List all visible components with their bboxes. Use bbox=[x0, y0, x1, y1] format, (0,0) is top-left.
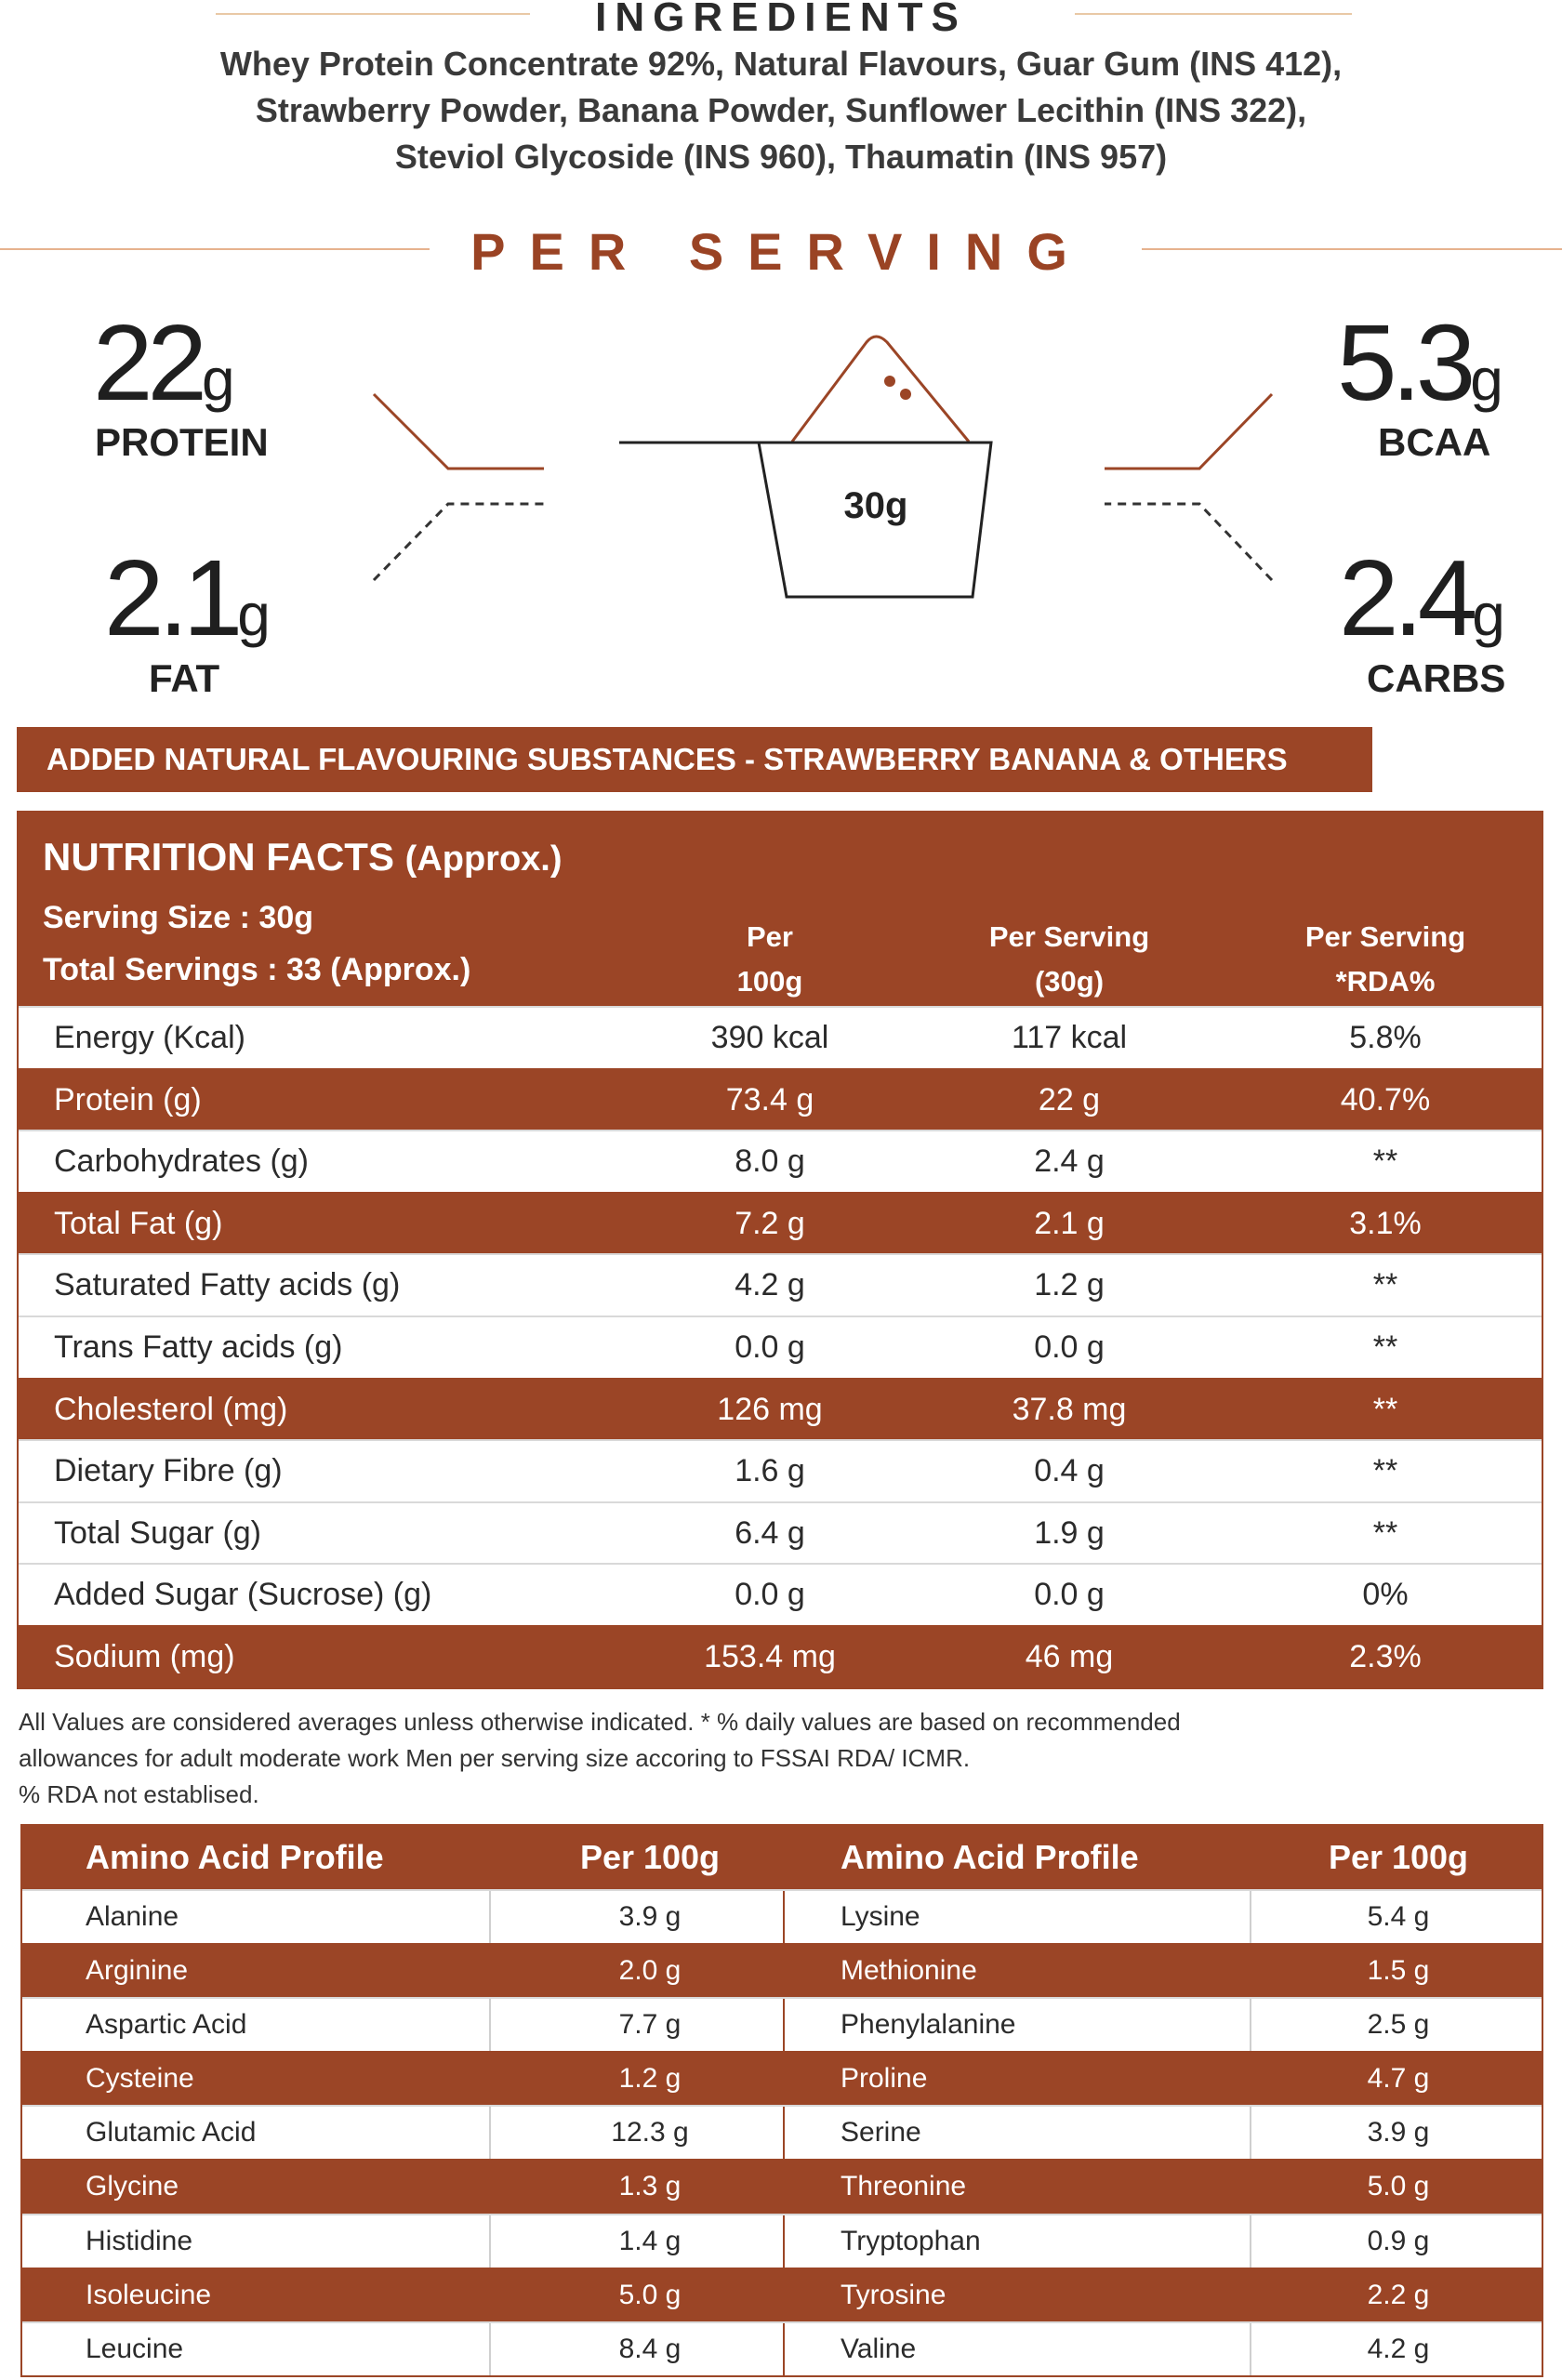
carbs-value: 2.4g bbox=[1339, 537, 1505, 658]
nutrition-facts-table bbox=[17, 811, 1543, 1689]
table-row bbox=[22, 1889, 1542, 1943]
total-servings: Total Servings : 33 (Approx.) bbox=[43, 952, 471, 987]
table-row bbox=[19, 1563, 1542, 1625]
table-row bbox=[19, 1625, 1542, 1687]
per-serving-value: 37.8 mg bbox=[1012, 1391, 1127, 1427]
table-row bbox=[22, 1997, 1542, 2051]
amino-name: Lysine bbox=[841, 1901, 920, 1932]
amino-value: 1.3 g bbox=[618, 2171, 682, 2202]
fat-label: FAT bbox=[149, 656, 220, 700]
per-serving-value: 1.2 g bbox=[1034, 1267, 1105, 1303]
amino-name: Phenylalanine bbox=[841, 2009, 1016, 2041]
nutrient-name: Added Sugar (Sucrose) (g) bbox=[54, 1577, 432, 1613]
amino-name: Aspartic Acid bbox=[86, 2009, 247, 2041]
per-100g-value: 390 kcal bbox=[710, 1020, 829, 1055]
amino-header-name: Amino Acid Profile bbox=[841, 1838, 1139, 1876]
bcaa-value: 5.3g bbox=[1337, 302, 1503, 423]
amino-name: Tryptophan bbox=[841, 2225, 981, 2256]
per-100g-value: 0.0 g bbox=[735, 1577, 805, 1613]
col-header-line: 100g bbox=[736, 965, 803, 998]
rda-value: ** bbox=[1372, 1391, 1398, 1427]
per-100g-value: 7.2 g bbox=[735, 1205, 805, 1241]
amino-value: 3.9 g bbox=[618, 1901, 682, 1932]
connector-line-fat bbox=[374, 504, 544, 580]
fat-value: 2.1g bbox=[104, 537, 271, 658]
amino-value: 5.4 g bbox=[1367, 1901, 1430, 1932]
nutrient-name: Total Fat (g) bbox=[54, 1205, 223, 1241]
nutrient-name: Trans Fatty acids (g) bbox=[54, 1329, 343, 1365]
amino-value: 2.2 g bbox=[1367, 2279, 1430, 2310]
table-row bbox=[19, 1006, 1542, 1068]
rda-value: ** bbox=[1372, 1514, 1398, 1551]
per-100g-value: 8.0 g bbox=[735, 1144, 805, 1180]
per-serving-title: PER SERVING bbox=[470, 222, 1092, 281]
table-row bbox=[19, 1192, 1542, 1254]
table-row bbox=[22, 2214, 1542, 2268]
ingredients-line: Whey Protein Concentrate 92%, Natural Flavours, Guar Gum (INS 412), bbox=[219, 45, 1343, 83]
amino-value: 1.4 g bbox=[618, 2225, 682, 2256]
amino-value: 12.3 g bbox=[611, 2117, 689, 2149]
nutrient-name: Total Sugar (g) bbox=[54, 1514, 261, 1551]
per-100g-value: 73.4 g bbox=[725, 1081, 814, 1117]
amino-name: Isoleucine bbox=[86, 2279, 212, 2310]
col-per-serving bbox=[930, 915, 1209, 1004]
nutrient-name: Saturated Fatty acids (g) bbox=[54, 1267, 401, 1303]
per-100g-value: 6.4 g bbox=[735, 1514, 805, 1551]
table-row bbox=[22, 2321, 1542, 2375]
amino-value: 5.0 g bbox=[618, 2279, 682, 2310]
table-row bbox=[19, 1068, 1542, 1130]
table-row bbox=[22, 1943, 1542, 1997]
serving-size: Serving Size : 30g bbox=[43, 900, 313, 935]
table-row bbox=[19, 1501, 1542, 1564]
rda-value: 3.1% bbox=[1349, 1205, 1422, 1241]
per-serving-value: 0.0 g bbox=[1034, 1577, 1105, 1613]
nutrition-header bbox=[19, 813, 1542, 1006]
amino-name: Threonine bbox=[841, 2171, 967, 2202]
nutrient-name: Protein (g) bbox=[54, 1081, 202, 1117]
connector-line-protein bbox=[374, 394, 544, 469]
rda-value: ** bbox=[1372, 1453, 1398, 1489]
footnote-line: % RDA not establised. bbox=[19, 1780, 259, 1808]
rda-value: 5.8% bbox=[1349, 1020, 1422, 1055]
amino-value: 2.0 g bbox=[618, 1955, 682, 1987]
table-row bbox=[19, 1378, 1542, 1440]
col-rda bbox=[1246, 915, 1525, 1004]
amino-value: 8.4 g bbox=[618, 2333, 682, 2364]
ingredients-title: INGREDIENTS bbox=[595, 0, 967, 40]
amino-header-name: Amino Acid Profile bbox=[86, 1838, 384, 1876]
per-100g-value: 153.4 mg bbox=[704, 1638, 836, 1674]
table-row bbox=[19, 1130, 1542, 1192]
amino-name: Histidine bbox=[86, 2225, 193, 2256]
footnote-line: All Values are considered averages unless otherwise indicated. * % daily values are based on recommended bbox=[19, 1708, 1181, 1736]
nutrient-name: Energy (Kcal) bbox=[54, 1020, 245, 1055]
amino-value: 2.5 g bbox=[1367, 2009, 1430, 2041]
amino-acid-table bbox=[20, 1824, 1543, 2377]
col-per-100g bbox=[630, 915, 909, 1004]
nutrition-title-text: NUTRITION FACTS bbox=[43, 835, 394, 879]
per-serving-value: 2.4 g bbox=[1034, 1144, 1105, 1180]
amino-value: 5.0 g bbox=[1367, 2171, 1430, 2202]
amino-name: Glycine bbox=[86, 2171, 179, 2202]
rda-value: 2.3% bbox=[1349, 1638, 1422, 1674]
amino-header-value: Per 100g bbox=[579, 1838, 721, 1876]
amino-value: 1.5 g bbox=[1367, 1955, 1430, 1987]
amino-value: 0.9 g bbox=[1367, 2225, 1430, 2256]
rda-value: ** bbox=[1372, 1144, 1398, 1180]
amino-value: 4.2 g bbox=[1367, 2333, 1430, 2364]
amino-header-value: Per 100g bbox=[1328, 1838, 1469, 1876]
col-header-line: (30g) bbox=[1034, 965, 1105, 998]
table-row bbox=[22, 2051, 1542, 2105]
table-row bbox=[19, 1439, 1542, 1501]
rda-value: 40.7% bbox=[1340, 1081, 1431, 1117]
amino-value: 4.7 g bbox=[1367, 2063, 1430, 2095]
ingredients-line: Strawberry Powder, Banana Powder, Sunflower Lecithin (INS 322), bbox=[255, 91, 1307, 129]
scoop-diagram bbox=[353, 316, 1302, 614]
per-100g-value: 4.2 g bbox=[735, 1267, 805, 1303]
rda-value: ** bbox=[1372, 1267, 1398, 1303]
table-row bbox=[19, 1253, 1542, 1316]
per-serving-value: 1.9 g bbox=[1034, 1514, 1105, 1551]
protein-value: 22g bbox=[93, 302, 235, 423]
per-100g-value: 126 mg bbox=[717, 1391, 823, 1427]
col-header-line: *RDA% bbox=[1335, 965, 1436, 998]
table-row bbox=[22, 2159, 1542, 2213]
amino-name: Valine bbox=[841, 2333, 917, 2364]
per-serving-value: 46 mg bbox=[1025, 1638, 1114, 1674]
per-serving-value: 2.1 g bbox=[1034, 1205, 1105, 1241]
footnote bbox=[19, 1704, 1543, 1813]
table-row bbox=[22, 2268, 1542, 2321]
table-row bbox=[19, 1316, 1542, 1378]
table-row bbox=[22, 2105, 1542, 2159]
amino-name: Cysteine bbox=[86, 2063, 194, 2095]
rda-value: ** bbox=[1372, 1329, 1398, 1365]
amino-name: Leucine bbox=[86, 2333, 184, 2364]
amino-value: 3.9 g bbox=[1367, 2117, 1430, 2149]
rda-value: 0% bbox=[1362, 1577, 1409, 1613]
amino-name: Serine bbox=[841, 2117, 921, 2149]
nutrient-name: Dietary Fibre (g) bbox=[54, 1453, 283, 1489]
bcaa-label: BCAA bbox=[1378, 420, 1491, 464]
amino-value: 7.7 g bbox=[618, 2009, 682, 2041]
scoop-label: 30g bbox=[843, 485, 908, 526]
amino-name: Tyrosine bbox=[841, 2279, 946, 2310]
per-serving-value: 0.0 g bbox=[1034, 1329, 1105, 1365]
per-100g-value: 0.0 g bbox=[735, 1329, 805, 1365]
nutrient-name: Sodium (mg) bbox=[54, 1638, 235, 1674]
footnote-line: allowances for adult moderate work Men per serving size accoring to FSSAI RDA/ ICMR. bbox=[19, 1744, 971, 1772]
col-header-line: Per bbox=[747, 920, 793, 953]
amino-value: 1.2 g bbox=[618, 2063, 682, 2095]
nutrition-title-suffix: (Approx.) bbox=[404, 840, 563, 879]
amino-header bbox=[22, 1826, 1542, 1889]
scoop-icon bbox=[619, 337, 991, 597]
nutrition-title bbox=[43, 835, 563, 879]
nutrient-name: Carbohydrates (g) bbox=[54, 1144, 310, 1180]
amino-name: Glutamic Acid bbox=[86, 2117, 257, 2149]
per-serving-value: 117 kcal bbox=[1011, 1020, 1128, 1055]
col-header-line: Per Serving bbox=[1304, 920, 1466, 953]
per-100g-value: 1.6 g bbox=[735, 1453, 805, 1489]
ingredients-line: Steviol Glycoside (INS 960), Thaumatin (INS 957) bbox=[394, 138, 1168, 176]
connector-line-carbs bbox=[1105, 504, 1272, 580]
protein-label: PROTEIN bbox=[95, 420, 269, 464]
amino-name: Alanine bbox=[86, 1901, 179, 1932]
amino-name: Methionine bbox=[841, 1955, 977, 1987]
connector-line-bcaa bbox=[1105, 394, 1272, 469]
per-serving-value: 22 g bbox=[1038, 1081, 1101, 1117]
carbs-label: CARBS bbox=[1367, 656, 1506, 700]
amino-name: Proline bbox=[841, 2063, 928, 2095]
nutrient-name: Cholesterol (mg) bbox=[54, 1391, 288, 1427]
amino-name: Arginine bbox=[86, 1955, 189, 1987]
flavour-banner: ADDED NATURAL FLAVOURING SUBSTANCES - STRAWBERRY BANANA & OTHERS bbox=[17, 727, 1372, 792]
ingredients-text bbox=[74, 41, 1488, 180]
per-serving-value: 0.4 g bbox=[1034, 1453, 1105, 1489]
col-header-line: Per Serving bbox=[988, 920, 1150, 953]
